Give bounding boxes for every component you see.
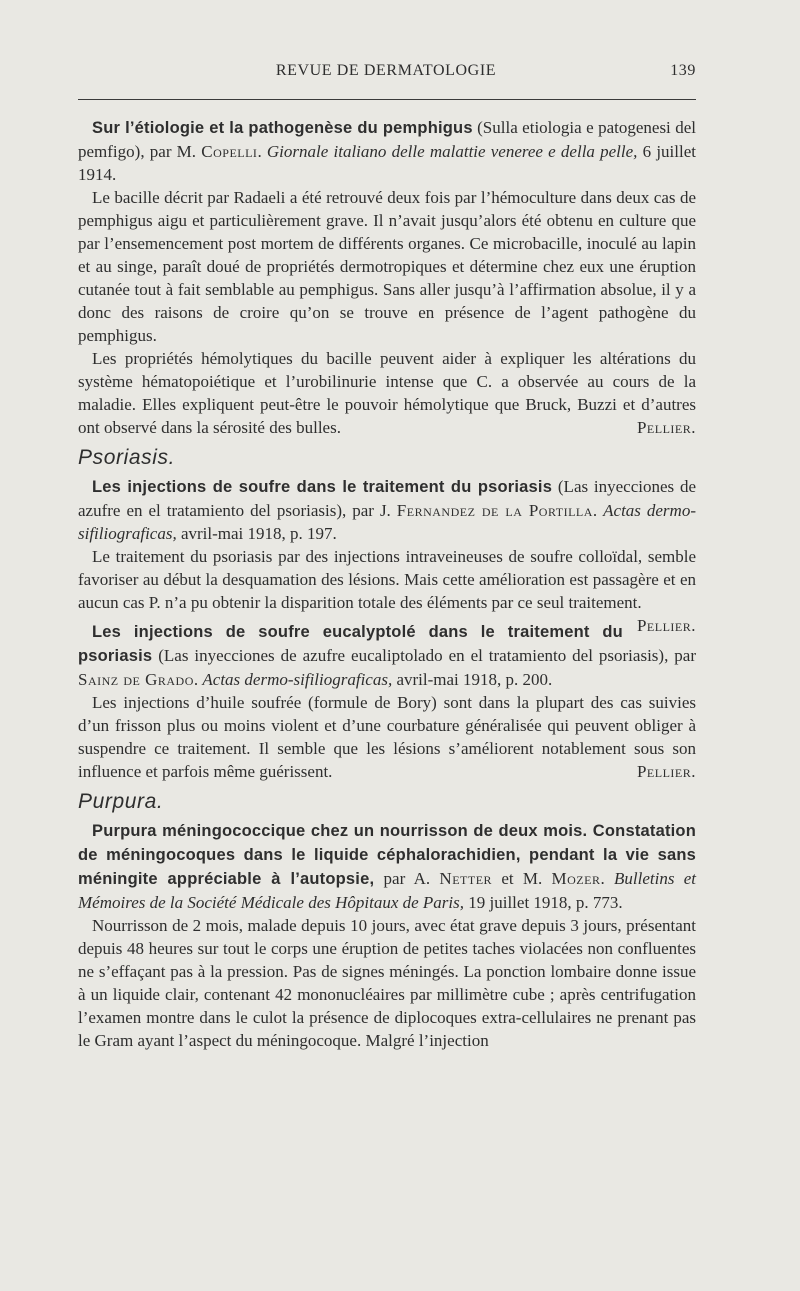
author-name: Fernandez de la Portilla bbox=[396, 501, 593, 520]
author-name: Copelli bbox=[201, 142, 258, 161]
citation-text: (Las inyecciones de azufre eucaliptolado en el tratamiento del psoriasis), par bbox=[152, 646, 696, 665]
article-citation bbox=[78, 819, 696, 914]
citation-text: . bbox=[600, 869, 615, 888]
header-rule bbox=[78, 99, 696, 100]
article-purpura-meningococcique bbox=[78, 819, 696, 1052]
article-citation bbox=[78, 620, 696, 691]
page-number: 139 bbox=[670, 62, 696, 79]
article-title: Purpura méningococcique chez un nourrisson de deux mois. Constatation de méningocoques dans le liquide céphalorachidien, pendant la vie sans méningite appréciable à l’autopsie, bbox=[78, 822, 696, 888]
author-name: Netter bbox=[439, 869, 493, 888]
journal-name: Actas dermo-sifiliograficas, bbox=[78, 501, 696, 543]
journal-name: Giornale italiano delle malattie veneree e della pelle, bbox=[266, 142, 638, 161]
section-heading-purpura: Purpura. bbox=[78, 790, 164, 813]
article-title: Les injections de soufre dans le traitement du psoriasis bbox=[92, 478, 553, 496]
page-body bbox=[78, 116, 696, 1052]
citation-text: (Sulla etiologia e patogenesi del pemfigo), par M. bbox=[78, 118, 696, 161]
citation-text: . bbox=[193, 670, 203, 689]
paragraph-text: Les injections d’huile soufrée (formule de Bory) sont dans la plupart des cas suivies d’un frisson plus ou moins violent et d’une courbature généralisée qui peuvent obliger à suspendre ce traitement. Il semble que les lésions s’améliorent notablement sous son influence et parfois même guérissent. bbox=[78, 693, 696, 781]
article-title: Sur l’étiologie et la pathogenèse du pemphigus bbox=[92, 119, 473, 137]
citation-text: . bbox=[257, 142, 267, 161]
journal-name: Bulletins et Mémoires de la Société Médicale des Hôpitaux de Paris, bbox=[78, 869, 697, 912]
signature: Pellier. bbox=[636, 762, 696, 781]
article-injections-soufre bbox=[78, 475, 697, 635]
author-name: Sainz de Grado bbox=[78, 670, 194, 689]
paragraph bbox=[78, 691, 696, 783]
citation-text: par A. bbox=[374, 869, 440, 888]
citation-date: avril-mai 1918, p. 200. bbox=[392, 670, 553, 689]
citation-date: 6 juillet 1914. bbox=[78, 142, 696, 184]
paragraph-text: Les propriétés hémolytiques du bacille peuvent aider à expliquer les altérations du système hématopoiétique et l’urobilinurie intense que C. a observée au cours de la maladie. Elles expliquent peut-être le pouvoir hémolytique que Bruck, Buzzi et d’autres ont observé dans la sérosité des bulles. bbox=[78, 349, 696, 437]
journal-title: REVUE DE DERMATOLOGIE bbox=[275, 62, 497, 79]
citation-date: avril-mai 1918, p. 197. bbox=[176, 524, 337, 543]
article-title: Les injections de soufre eucalyptolé dans le traitement du psoriasis bbox=[78, 623, 623, 665]
signature: Pellier. bbox=[636, 616, 696, 635]
paragraph bbox=[78, 347, 696, 439]
article-citation bbox=[78, 475, 696, 545]
author-name: Mozer bbox=[551, 869, 601, 888]
paragraph: Le bacille décrit par Radaeli a été retrouvé deux fois par l’hémoculture dans deux cas de pemphigus aigu et particulièrement grave. Il n’avait jusqu’alors été obtenu en culture que par l’ensemencement post mortem de différents organes. Ce microbacille, inoculé au lapin et au singe, paraît doué de propriétés dermotropiques et détermine chez eux une éruption cutanée tout à fait semblable au pemphigus. Sans aller jusqu’à l’affirmation absolue, il y a donc des raisons de croire qu’on se trouve en présence de l’agent pathogène du pemphigus. bbox=[78, 188, 696, 345]
running-header bbox=[76, 62, 696, 86]
journal-name: Actas dermo-sifiliograficas, bbox=[202, 670, 393, 689]
citation-text: . bbox=[592, 501, 604, 520]
paragraph-text: Le traitement du psoriasis par des injections intraveineuses de soufre colloïdal, semble favoriser au début la desquamation des lésions. Mais cette amélioration est passagère et en aucun cas P. n’a pu obtenir la disparition totale des éléments par ce seul traitement. bbox=[78, 547, 696, 612]
article-citation bbox=[78, 116, 696, 186]
section-heading-psoriasis: Psoriasis. bbox=[78, 446, 176, 469]
citation-date: 19 juillet 1918, p. 773. bbox=[464, 893, 623, 912]
citation-text: et M. bbox=[492, 869, 552, 888]
citation-text: (Las inyecciones de azufre en el tratamiento del psoriasis), par J. bbox=[78, 477, 697, 520]
article-etiologie-pemphigus bbox=[78, 116, 696, 439]
article-soufre-eucalyptole bbox=[78, 620, 696, 783]
paragraph: Nourrisson de 2 mois, malade depuis 10 jours, avec état grave depuis 3 jours, présentant depuis 48 heures sur tout le corps une éruption de petites taches violacées non confluentes ne s’effaçant pas à la pression. Pas de signes méningés. La ponction lombaire donne issue à un liquide clair, contenant 42 mononucléaires par millimètre cube ; après centrifugation l’examen montre dans le culot la présence de diplocoques extra-cellulaires ne prenant pas le Gram ayant l’aspect du méningocoque. Malgré l’injection bbox=[78, 916, 696, 1050]
signature: Pellier. bbox=[636, 418, 696, 437]
paragraph bbox=[78, 545, 696, 635]
